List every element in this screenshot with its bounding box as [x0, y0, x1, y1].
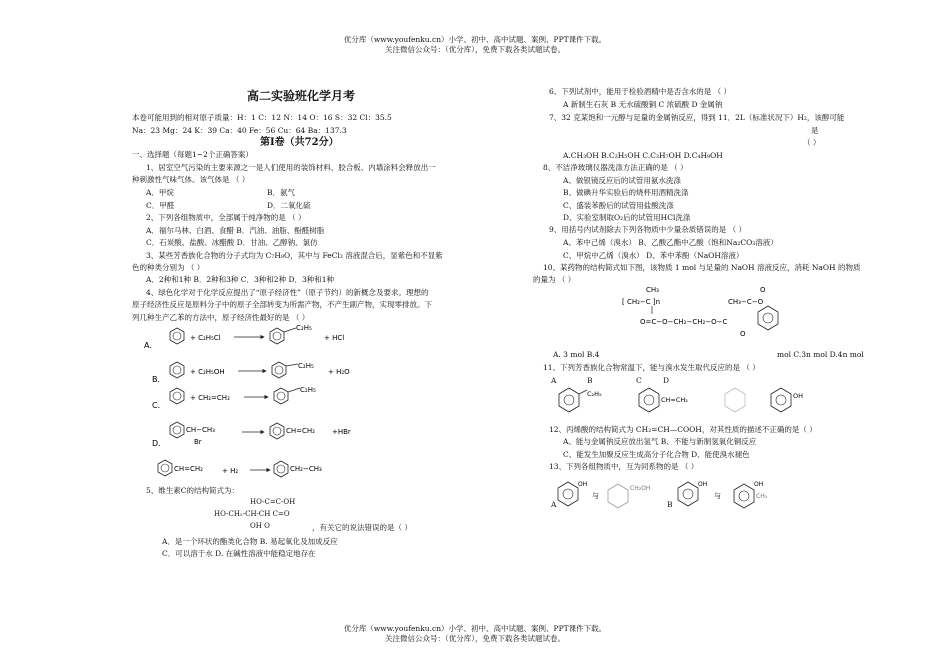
q4c-substituent: C₂H₅	[300, 386, 316, 394]
q8-option-b: B、做碘升华实验后的烧杯用酒精洗涤	[563, 188, 689, 197]
q11-structures	[555, 386, 855, 416]
q4-option-c-label: C．	[152, 401, 166, 410]
q10-methyl: CH₃	[646, 286, 659, 294]
question-7-line-1: 7、32 克某饱和一元醇与足量的金属钠反应，得到 11．2L（标准状况下）H₂，该醇可能	[549, 113, 845, 122]
vitamin-c-structure-line-1: HO-C=C-OH	[250, 498, 296, 506]
q2-options-cd: C．石炭酸、盐酸、冰醋酸 D．甘油、乙醇钠、氯仿	[146, 238, 318, 247]
styrene-ring-icon	[158, 460, 172, 476]
q11-label-b: B	[587, 376, 593, 385]
q4e-reactant: CH=CH₂	[174, 465, 203, 473]
question-4-line-1: 4、绿色化学对于化学反应提出了“原子经济性”（原子节约）的新概念及要求。理想的	[146, 288, 429, 297]
q4d-substituent: CH−CH₃	[186, 426, 215, 434]
ethylbenzene-ring-icon	[270, 328, 284, 344]
q13b-and: 与	[714, 492, 721, 500]
part-one-heading: 一、选择题（每题1~2个正确答案）	[132, 150, 253, 159]
header-line-2: 关注微信公众号：（优分库），免费下载各类试题试卷。	[385, 45, 565, 54]
benzene-ring-icon	[170, 362, 184, 378]
q8-option-a: A、做银镜反应后的试管用氨水洗涤	[563, 176, 681, 185]
q13-phenol-icon	[558, 482, 578, 506]
question-7-line-2: 是	[811, 126, 819, 135]
q11c-substituent: CH=CH₂	[661, 396, 688, 404]
q1-option-a: A．甲烷	[146, 188, 174, 197]
atomic-mass-line-2: Na：23 Mg：24 K：39 Ca：40 Fe：56 Cu：64 Ba：137.3	[132, 126, 347, 135]
q4a-byproduct: + HCl	[324, 334, 345, 342]
q1-option-c: C．甲醛	[146, 201, 175, 210]
q10-ester-chain: O=C−O−CH₂−CH₂−O−C	[640, 318, 728, 326]
q11-phenol-icon	[771, 388, 803, 412]
ethylbenzene-ring-icon	[274, 461, 288, 477]
q4d-product: CH=CH₂	[286, 427, 315, 435]
question-6: 6、下列试剂中，能用于检验酒精中是否含水的是 （ ）	[549, 87, 732, 96]
q12-options-ab: A、能与金属钠反应放出氢气 B、不能与新制氢氧化铜反应	[563, 437, 757, 446]
question-2: 2、下列各组物质中，全部属于纯净物的是 （ ）	[146, 213, 306, 222]
ethylbenzene-ring-icon	[272, 362, 286, 378]
q2-options-ab: A．福尔马林、白酒、食醋 B．汽油、油脂、酚醛树脂	[146, 226, 325, 235]
question-13: 13、下列各组物质中，互为同系物的是 （ ）	[549, 462, 699, 471]
question-1-line-2: 种刺激性气味气体。该气体是 （ ）	[132, 175, 250, 184]
q5-options-ab: A．是一个环状的酯类化合物 B. 易起氧化及加成反应	[162, 537, 338, 546]
vitamin-c-structure-line-3: OH O	[250, 522, 270, 530]
benzene-ring-icon	[170, 328, 184, 344]
q5-options-cd: C．可以溶于水 D. 在碱性溶液中能稳定地存在	[162, 549, 316, 558]
q4-option-b-label: B．	[152, 375, 166, 384]
q11-styrene-icon	[639, 388, 688, 412]
q13a-and: 与	[592, 492, 599, 500]
q11-ethylbenzene-icon	[559, 388, 602, 412]
q13a-ch2oh: CH₂OH	[630, 485, 651, 492]
question-3-line-1: 3、某些芳香族化合物的分子式均为 C₇H₈O，其中与 FeCl₃ 溶液混合后，显紫色和不显紫	[146, 251, 443, 260]
footer-line-2: 关注微信公众号：（优分库），免费下载各类试题试卷。	[385, 634, 565, 643]
question-7-paren: （ ）	[803, 138, 821, 147]
q8-option-c: C、盛装苯酚后的试管用盐酸洗涤	[563, 201, 674, 210]
q1-option-b: B．氨气	[267, 188, 296, 197]
styrene-ring-icon	[270, 423, 284, 439]
q3-options: A．2种和1种 B．2种和3种 C．3种和2种 D．3种和1种	[146, 275, 335, 284]
question-9: 9、用括号内试剂除去下列各物质中少量杂质错误的是 （ ）	[549, 225, 747, 234]
q4-option-a-label: A．	[144, 341, 158, 350]
q7-options: A.CH₃OH B.C₂H₅OH C.C₃H₇OH D.C₄H₉OH	[563, 151, 723, 160]
q13-benzyl-alcohol-icon	[608, 484, 628, 508]
q11d-hydroxyl: OH	[793, 392, 804, 400]
q4d-byproduct: +HBr	[332, 428, 351, 436]
q4d-bromine: Br	[194, 438, 202, 446]
q4e-hydrogen: + H₂	[222, 467, 239, 475]
q11-cyclohexane-icon	[725, 388, 745, 412]
benzene-ring-icon	[170, 388, 184, 404]
ethylbenzene-ring-icon	[274, 388, 288, 404]
q13-label-b: B	[667, 500, 673, 509]
page-footer	[0, 624, 950, 644]
q9-options-ab: A、苯中己烯（溴水） B、乙酸乙酯中乙酸（饱和Na₂CO₃溶液）	[563, 238, 778, 247]
atomic-mass-line-1: 本卷可能用到的相对原子质量：H：1 C：12 N：14 O：16 S：32 Cl：35.5	[132, 113, 392, 122]
q4a-substituent: C₂H₅	[296, 324, 312, 332]
question-8: 8、不洁净玻璃仪器洗涤方法正确的是 （ ）	[543, 163, 688, 172]
q4-option-d-label: D．	[152, 439, 167, 448]
q11-label-d: D	[663, 376, 670, 385]
q8-option-d: D、实验室制取O₂后的试管用HCl洗涤	[563, 213, 691, 222]
q6-options: A 新制生石灰 B 无水硫酸铜 C 浓硫酸 D 金属钠	[563, 100, 723, 109]
question-4-line-2: 原子经济性反应是原料分子中的原子全部转变为所需产物，不产生副产物，实现零排放。下	[132, 300, 432, 309]
q12-options-cd: C、能发生加聚反应生成高分子化合物 D、能使溴水褪色	[563, 450, 750, 459]
q10-carbonyl-o-2: O	[740, 330, 746, 338]
q13a-oh: OH	[578, 481, 588, 488]
page-header	[0, 35, 950, 55]
question-1-line-1: 1、居室空气污染的主要来源之一是人们使用的装饰材料、胶合板、内墙涂料会释放出一	[146, 163, 436, 172]
question-12: 12、丙烯酸的结构简式为 CH₂=CH—COOH，对其性质的描述不正确的是（ ）	[549, 425, 817, 434]
q10-polymer-structure	[600, 284, 860, 348]
q4b-reactant: + C₂H₅OH	[190, 368, 225, 376]
q13-structures	[548, 476, 808, 516]
q10-backbone: [ CH₂−C ]n	[622, 298, 661, 306]
q13b-ch3: CH₃	[756, 493, 768, 500]
question-11: 11、下列芳香族化合物常温下，能与溴水发生取代反应的是 （ ）	[543, 363, 760, 372]
q11-label-a: A	[551, 376, 557, 385]
q4-reaction-diagrams	[132, 322, 552, 492]
question-5-tail: ，有关它的说法错误的是（ ）	[312, 523, 412, 532]
q11-label-c: C	[636, 376, 642, 385]
q10-acetoxy: CH₃−C−O	[728, 298, 764, 306]
header-line-1: 优分库（www.youfenku.cn）小学、初中、高中试题、案例、PPT课件下载。	[343, 35, 607, 44]
question-5: 5、维生素C的结构简式为：	[146, 486, 240, 495]
exam-title: 高二实验班化学月考	[247, 89, 356, 103]
q10-options-rest: mol C.3n mol D.4n mol	[777, 350, 864, 359]
vitamin-c-structure-line-2: HO-CH₂-CH-CH C=O	[214, 510, 290, 518]
q13b-oh: OH	[698, 481, 708, 488]
bromoethylbenzene-ring-icon	[170, 422, 184, 438]
section-title: 第Ⅰ卷（共72分）	[260, 137, 339, 148]
question-10-line-2: 的量为 （ ）	[533, 275, 576, 284]
q4a-reactant: + C₂H₅Cl	[190, 334, 221, 342]
q11b-substituent: C₂H₅	[587, 390, 602, 398]
q13-phenol-icon	[678, 482, 698, 506]
q4b-byproduct: + H₂O	[328, 368, 350, 376]
q4c-reactant: + CH₂=CH₂	[190, 394, 230, 402]
q4e-product: CH₂−CH₃	[290, 465, 322, 473]
q9-options-cd: C、甲烷中乙烯（溴水） D、苯中苯酚（NaOH溶液）	[563, 251, 744, 260]
q13-label-a: A	[551, 500, 557, 509]
q10-options-ab: A. 3 mol B.4	[553, 350, 600, 359]
q13-cresol-icon	[734, 484, 754, 508]
q1-option-d: D．二氧化硫	[267, 201, 311, 210]
q10-carbonyl-o-1: O	[760, 286, 766, 294]
question-10-line-1: 10、某药物的结构简式如下图，该物质 1 mol 与足量的 NaOH 溶液反应，消耗 NaOH 的物质	[543, 263, 861, 272]
q13b-oh-2: OH	[754, 481, 764, 488]
footer-line-1: 优分库（www.youfenku.cn）小学、初中、高中试题、案例、PPT课件下载。	[343, 624, 607, 633]
q10-benzene-ring-icon	[758, 306, 778, 330]
question-4-line-3: 列几种生产乙苯的方法中，原子经济性最好的是 （ ）	[132, 313, 310, 322]
q4b-substituent: C₂H₅	[298, 362, 314, 370]
question-3-line-2: 色的种类分别为 （ ）	[132, 263, 205, 272]
